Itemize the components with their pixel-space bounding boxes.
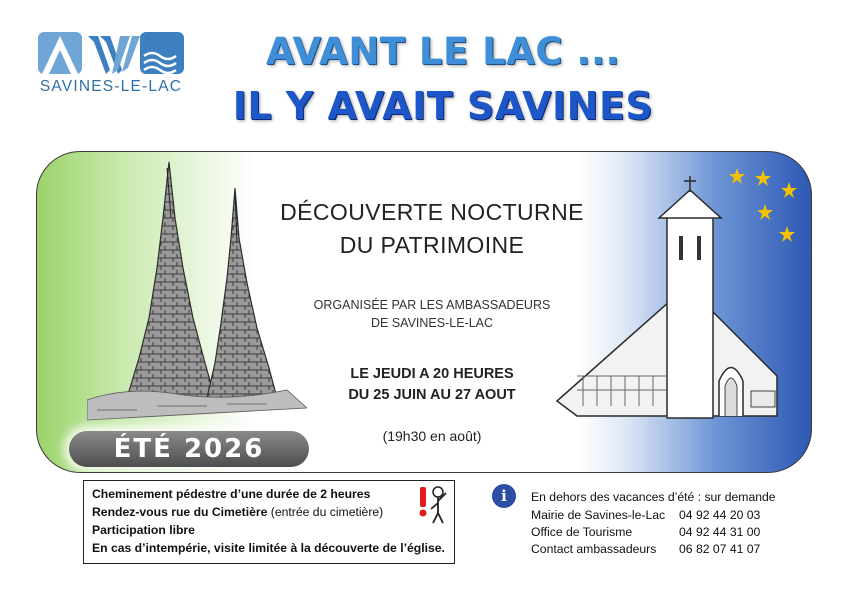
practical-info-box	[83, 480, 455, 564]
event-dates	[257, 364, 607, 406]
contact-phone-tourisme: 04 92 44 31 00	[679, 525, 761, 539]
season-badge	[69, 431, 309, 467]
title-line-2: IL Y AVAIT SAVINES	[232, 84, 654, 128]
event-heading-line-1: DÉCOUVERTE NOCTURNE	[280, 199, 584, 225]
info-line-2	[92, 505, 383, 519]
organizer-line-2: DE SAVINES-LE-LAC	[370, 316, 494, 330]
exclamation-figure-icon	[416, 483, 450, 525]
info-line-1: Cheminement pédestre d’une durée de 2 heures	[92, 487, 371, 501]
contact-label-tourisme: Office de Tourisme	[531, 525, 633, 539]
contact-phone-ambassadeurs: 06 82 07 41 07	[679, 542, 761, 556]
info-line-2-rest: (entrée du cimetière)	[267, 505, 384, 519]
logo-text: SAVINES-LE-LAC	[39, 78, 183, 95]
event-banner	[36, 151, 812, 473]
info-line-2-bold: Rendez-vous rue du Cimetière	[92, 505, 268, 519]
event-heading-line-2: DU PATRIMOINE	[339, 232, 525, 258]
event-heading	[257, 196, 607, 262]
contact-intro: En dehors des vacances d’été : sur demande	[531, 490, 776, 504]
contact-label-mairie: Mairie de Savines-le-Lac	[531, 508, 666, 522]
date-line-2: DU 25 JUIN AU 27 AOUT	[348, 387, 516, 403]
time-note: (19h30 en août)	[382, 428, 482, 444]
contact-label-ambassadeurs: Contact ambassadeurs	[531, 542, 657, 556]
info-line-4: En cas d’intempérie, visite limitée à la découverte de l’église.	[92, 541, 445, 555]
season-label: ÉTÉ 2026	[113, 434, 265, 464]
organizer-line-1: ORGANISÉE PAR LES AMBASSADEURS	[313, 298, 551, 312]
title-line-1: AVANT LE LAC ...	[265, 30, 621, 73]
organizer-text	[257, 296, 607, 332]
date-line-1: LE JEUDI A 20 HEURES	[350, 366, 514, 382]
info-line-3: Participation libre	[92, 523, 195, 537]
info-icon: i	[492, 484, 516, 508]
stars-icon	[727, 168, 807, 248]
contact-phone-mairie: 04 92 44 20 03	[679, 508, 761, 522]
